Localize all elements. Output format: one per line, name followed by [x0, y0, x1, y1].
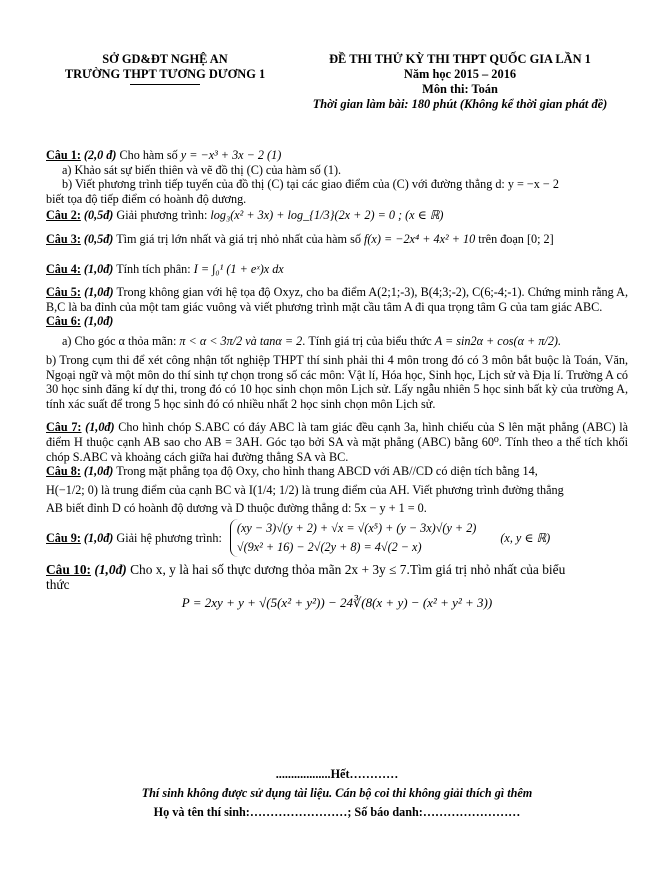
q8-line-2: H(−1/2; 0) là trung điểm của cạnh BC và I(1/4; 1/2) là trung điểm của AH. Viết phương trình đường thẳng [46, 482, 564, 497]
q8-line-3: AB biết đỉnh D có hoành độ dương và D thuộc đường thẳng d: 5x − y + 1 = 0. [46, 500, 427, 515]
q1-part-b: b) Viết phương trình tiếp tuyến của đồ thị (C) tại các giao điểm của (C) với đường thẳng d: y = −x − 2 [62, 177, 559, 192]
end-mark: ..................Hết………… [275, 767, 399, 781]
q1-part-a: a) Khảo sát sự biến thiên và vẽ đồ thị (C) của hàm số (1). [62, 162, 342, 177]
question-6: Câu 6: (1,0đ) [46, 314, 114, 329]
question-5: Câu 5: (1,0đ) Trong không gian với hệ tọa độ Oxyz, cho ba điểm A(2;1;-3), B(4;3;-2), C(6;-4;-1). Chứng minh rằng A, B,C là ba đỉnh của một tam giác vuông và viết phương trình mặt cầu tâm A đi qua trọng tâm G của tam giác ABC. [46, 285, 629, 314]
exam-time: Thời gian làm bài: 180 phút (Không kể thời gian phát đề) [312, 97, 608, 111]
q10-line-2: thức [46, 576, 70, 592]
q6-part-a: a) Cho góc α thỏa mãn: π < α < 3π/2 và tanα = 2. Tính giá trị của biểu thức A = sin2α + cos(α + π/2). [62, 333, 562, 348]
q1-part-b-cont: biết tọa độ tiếp điểm có hoành độ dương. [46, 191, 247, 206]
school-year: Năm học 2015 – 2016 [403, 67, 517, 81]
question-2: Câu 2: (0,5đ) Giải phương trình: log₃(x² + 3x) + log_{1/3}(2x + 2) = 0 ; (x ∈ ℝ) [46, 208, 444, 223]
candidate-info-line: Họ và tên thí sinh:……………………; Số báo danh:…………………… [153, 805, 521, 819]
header-left [40, 52, 290, 85]
q9-equation-2: √(9x² + 16) − 2√(2y + 8) = 4√(2 − x) [236, 540, 422, 555]
question-9: Câu 9: (1,0đ) Giải hệ phương trình: (xy − 3)√(y + 2) + √x = √(x⁵) + (y − 3x)√(y + 2) √(9x² + 16) − 2√(2y + 8) = 4√(2 − x) (x, y ∈ ℝ) [46, 519, 628, 557]
header-right [290, 52, 630, 112]
subject: Môn thi: Toán [422, 82, 498, 96]
q2-formula: log₃(x² + 3x) + log_{1/3}(2x + 2) = 0 ; (x ∈ ℝ) [210, 208, 444, 223]
question-4: Câu 4: (1,0đ) Tính tích phân: I = ∫₀¹ (1 + eˣ)x dx [46, 261, 284, 276]
question-10: Câu 10: (1,0đ) Cho x, y là hai số thực dương thỏa mãn 2x + 3y ≤ 7.Tìm giá trị nhỏ nhất của biểu [46, 562, 566, 578]
q9-system [230, 519, 476, 557]
exam-title: ĐỀ THI THỬ KỲ THI THPT QUỐC GIA LẦN 1 [329, 52, 591, 66]
question-3: Câu 3: (0,5đ) Tìm giá trị lớn nhất và giá trị nhỏ nhất của hàm số f(x) = −2x⁴ + 4x² + 10 trên đoạn [0; 2] [46, 231, 554, 246]
question-1: Câu 1: (2,0 đ) Cho hàm số y = −x³ + 3x − 2 (1) [46, 148, 282, 162]
exam-footer [46, 765, 628, 822]
header-divider [130, 84, 200, 85]
school-name: TRƯỜNG THPT TƯƠNG DƯƠNG 1 [64, 67, 266, 81]
q1-formula: y = −x³ + 3x − 2 (1) [180, 148, 282, 162]
exam-note: Thí sinh không được sử dụng tài liệu. Cán bộ coi thi không giải thích gì thêm [141, 786, 533, 800]
q3-formula: f(x) = −2x⁴ + 4x² + 10 [363, 231, 476, 246]
question-8: Câu 8: (1,0đ) Trong mặt phẳng tọa độ Oxy, cho hình thang ABCD với AB//CD có diện tích bằng 14, [46, 464, 538, 479]
questions-body [46, 148, 628, 611]
q10-formula: P = 2xy + y + √(5(x² + y²)) − 24∛(8(x + y) − (x² + y² + 3)) [181, 595, 493, 611]
q9-domain: (x, y ∈ ℝ) [500, 530, 551, 545]
question-7: Câu 7: (1,0đ) Cho hình chóp S.ABC có đáy ABC là tam giác đều cạnh 3a, hình chiếu của S lên mặt phẳng (ABC) là điểm H thuộc cạnh AB sao cho AB = 3AH. Góc tạo bởi SA và mặt phẳng (ABC) bằng 60⁰. Tính theo a thể tích khối chóp S.ABC và khoảng cách giữa hai đường thẳng SA và BC. [46, 420, 629, 464]
q4-formula: I = ∫₀¹ (1 + eˣ)x dx [193, 261, 284, 276]
q9-equation-1: (xy − 3)√(y + 2) + √x = √(x⁵) + (y − 3x)√(y + 2) [236, 521, 477, 536]
q6-part-b: b) Trong cụm thi để xét công nhận tốt nghiệp THPT thí sinh phải thi 4 môn trong đó có 3 môn bắt buộc là Toán, Văn, Ngoại ngữ và một môn do thí sinh tự chọn trong số các môn: Vật lí, Hóa học, Sinh học, Lịch sử và Địa lí. Trường A có 30 học sinh đăng kí dự thi, trong đó có 10 học sinh chọn môn Lịch sử. Lấy ngẫu nhiên 5 học sinh bất kỳ của trường A, tính xác suất để trong 5 học sinh đó có nhiều nhất 2 học sinh chọn môn Lịch sử. [46, 352, 628, 411]
department-name: SỞ GD&ĐT NGHỆ AN [102, 52, 228, 66]
